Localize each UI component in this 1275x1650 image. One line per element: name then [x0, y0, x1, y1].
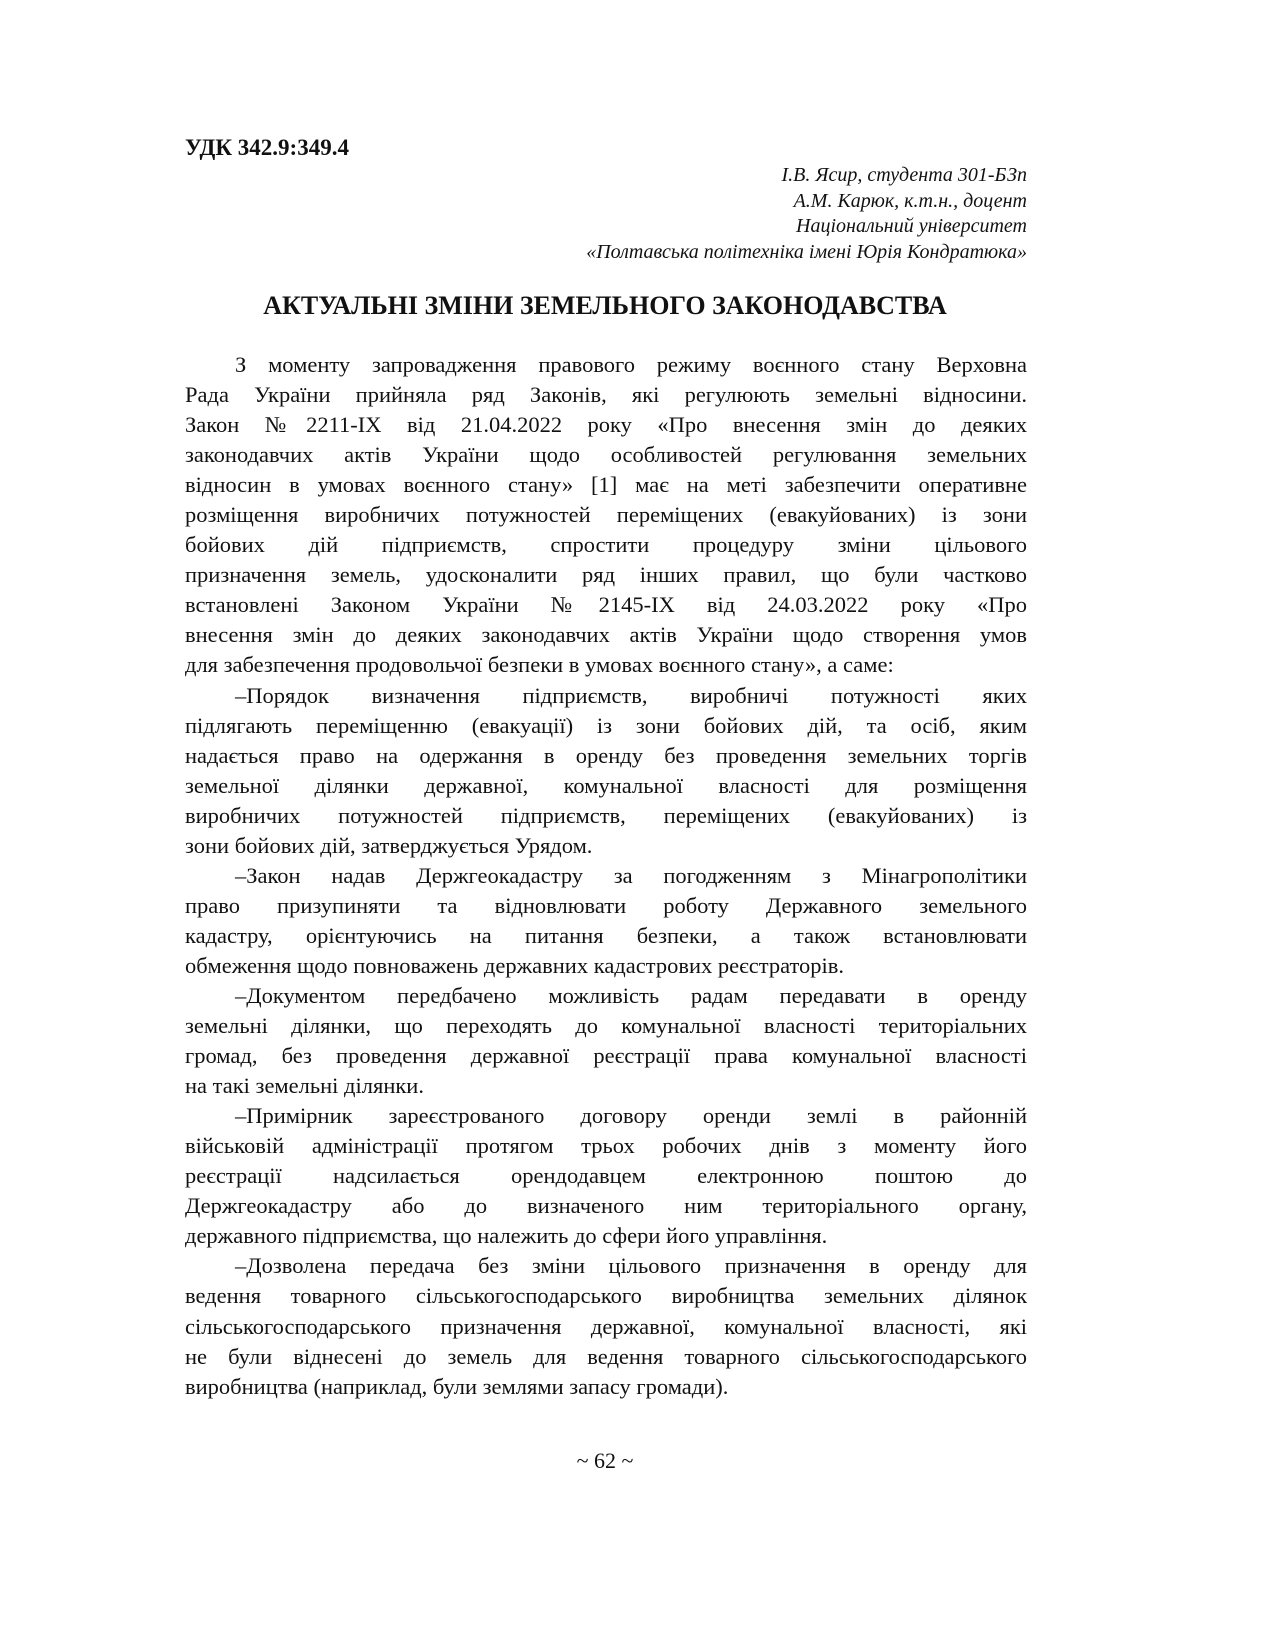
text-line: розміщення виробничих потужностей переміщених (евакуйованих) із зони — [185, 502, 1027, 528]
author-1: І.В. Ясир, студента 301-БЗп — [781, 164, 1027, 186]
text-line: ведення товарного сільськогосподарського виробництва земельних ділянок — [185, 1283, 1027, 1309]
text-line: підлягають переміщенню (евакуації) із зони бойових дій, та осіб, яким — [185, 712, 1027, 738]
paragraph — [185, 1101, 1027, 1251]
text-line: військовій адміністрації протягом трьох робочих днів з моменту його — [185, 1133, 1027, 1159]
institution: Національний університет — [796, 215, 1027, 237]
text-line: внесення змін до деяких законодавчих актів України щодо створення умов — [185, 622, 1027, 648]
text-line: кадастру, орієнтуючись на питання безпеки, а також встановлювати — [185, 922, 1027, 948]
text-line: –Закон надав Держгеокадастру за погодженням з Мінагрополітики — [235, 862, 1027, 888]
text-line: реєстрації надсилається орендодавцем електронною поштою до — [185, 1163, 1027, 1189]
paragraph — [185, 861, 1027, 981]
text-line: не були віднесені до земель для ведення товарного сільськогосподарського — [185, 1343, 1027, 1369]
author-block — [586, 163, 1027, 265]
text-line: державного підприємства, що належить до сфери його управління. — [185, 1223, 828, 1249]
text-line: бойових дій підприємств, спростити процедуру зміни цільового — [185, 532, 1027, 558]
page-number: ~ 62 ~ — [576, 1448, 634, 1473]
text-line: Держгеокадастру або до визначеного ним територіального органу, — [185, 1193, 1027, 1219]
paragraph — [185, 981, 1027, 1101]
text-line: відносин в умовах воєнного стану» [1] має на меті забезпечити оперативне — [185, 472, 1027, 498]
text-line: земельної ділянки державної, комунальної власності для розміщення — [185, 772, 1027, 798]
text-line: для забезпечення продовольчої безпеки в умовах воєнного стану», а саме: — [185, 652, 894, 678]
author-2: А.М. Карюк, к.т.н., доцент — [793, 189, 1027, 212]
text-line: –Примірник зареєстрованого договору оренди землі в районній — [235, 1103, 1027, 1129]
text-line: встановлені Законом України №2145-IX від 24.03.2022 року «Про — [185, 592, 1027, 618]
text-line: зони бойових дій, затверджується Урядом. — [185, 832, 593, 858]
text-line: обмеження щодо повноважень державних кадастрових реєстраторів. — [185, 952, 845, 978]
text-line: земельні ділянки, що переходять до комунальної власності територіальних — [185, 1013, 1027, 1039]
paragraph — [185, 681, 1027, 861]
text-line: виробництва (наприклад, були землями запасу громади). — [185, 1373, 729, 1399]
text-line: законодавчих актів України щодо особливостей регулювання земельних — [185, 442, 1027, 468]
article-title: АКТУАЛЬНІ ЗМІНИ ЗЕМЕЛЬНОГО ЗАКОНОДАВСТВА — [263, 291, 947, 320]
text-line: на такі земельні ділянки. — [185, 1073, 424, 1099]
text-line: Рада України прийняла ряд Законів, які регулюють земельні відносини. — [185, 382, 1027, 408]
text-line: сільськогосподарського призначення державної, комунальної власності, які — [185, 1313, 1027, 1339]
institution-name: «Полтавська політехніка імені Юрія Кондратюка» — [586, 240, 1027, 263]
text-line: Закон №2211-IX від 21.04.2022 року «Про внесення змін до деяких — [185, 412, 1027, 438]
udk-code: УДК 342.9:349.4 — [185, 135, 349, 160]
text-line: громад, без проведення державної реєстрації права комунальної власності — [185, 1043, 1027, 1069]
article-body — [185, 350, 1027, 1402]
text-line: –Порядок визначення підприємств, виробничі потужності яких — [235, 682, 1027, 708]
text-line: З моменту запровадження правового режиму воєнного стану Верховна — [235, 352, 1027, 377]
text-line: виробничих потужностей підприємств, переміщених (евакуйованих) із — [185, 802, 1027, 828]
paragraph — [185, 1251, 1027, 1401]
text-line: –Дозволена передача без зміни цільового призначення в оренду для — [235, 1253, 1027, 1279]
text-line: призначення земель, удосконалити ряд інших правил, що були частково — [185, 562, 1027, 588]
paragraph — [185, 350, 1027, 681]
text-line: надається право на одержання в оренду без проведення земельних торгів — [185, 742, 1027, 768]
text-line: право призупиняти та відновлювати роботу Державного земельного — [185, 892, 1027, 918]
text-line: –Документом передбачено можливість радам передавати в оренду — [235, 982, 1027, 1008]
